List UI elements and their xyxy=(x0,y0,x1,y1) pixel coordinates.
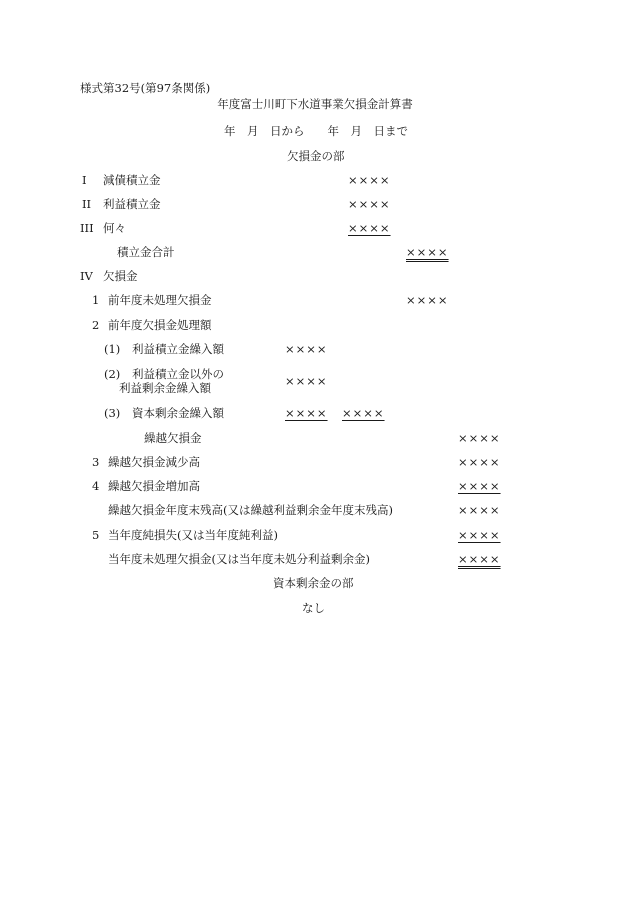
net-loss-value: ×××× xyxy=(458,528,501,542)
reserve-label: 何々 xyxy=(103,221,126,235)
decrease-value: ×××× xyxy=(458,455,501,469)
reserve-value: ×××× xyxy=(348,221,391,235)
current-unprocessed-label: 当年度未処理欠損金(又は当年度未処分利益剰余金) xyxy=(108,552,370,566)
prior-processing-label: 前年度欠損金処理額 xyxy=(108,318,212,332)
sub-item-label-line2: 利益剰余金繰入額 xyxy=(119,381,211,395)
sub-item-label: 資本剰余金繰入額 xyxy=(132,406,224,420)
reserve-label: 利益積立金 xyxy=(103,197,161,211)
capital-surplus-content: なし xyxy=(302,601,325,615)
processing-subtotal-value: ×××× xyxy=(342,406,385,420)
year-end-balance-label: 繰越欠損金年度末残高(又は繰越利益剰余金年度末残高) xyxy=(108,503,393,517)
form-number: 様式第32号(第97条関係) xyxy=(80,81,211,95)
increase-label: 繰越欠損金増加高 xyxy=(108,479,200,493)
reserves-total-value: ×××× xyxy=(406,245,449,259)
sub-item-value: ×××× xyxy=(285,374,328,388)
item-number: 3 xyxy=(92,455,100,469)
row-numeral: I xyxy=(82,173,87,187)
item-number: 1 xyxy=(92,293,100,307)
item-number: 4 xyxy=(92,479,100,493)
sub-item-number: (3) xyxy=(104,406,121,420)
prior-unprocessed-label: 前年度未処理欠損金 xyxy=(108,293,212,307)
reserve-value: ×××× xyxy=(348,173,391,187)
sub-item-number: (2) xyxy=(104,367,121,381)
reserve-label: 減債積立金 xyxy=(103,173,161,187)
document-title: 年度富士川町下水道事業欠損金計算書 xyxy=(217,97,413,111)
carried-forward-value: ×××× xyxy=(458,431,501,445)
period-range: 年 月 日から 年 月 日まで xyxy=(224,124,408,138)
deficit-section-heading: 欠損金の部 xyxy=(287,149,345,163)
item-number: 5 xyxy=(92,528,100,542)
sub-item-value: ×××× xyxy=(285,342,328,356)
increase-value: ×××× xyxy=(458,479,501,493)
sub-item-value: ×××× xyxy=(285,406,328,420)
sub-item-number: (1) xyxy=(104,342,121,356)
deficit-label: 欠損金 xyxy=(103,269,138,283)
reserves-total-label: 積立金合計 xyxy=(117,245,175,259)
row-numeral: IV xyxy=(80,269,93,283)
net-loss-label: 当年度純損失(又は当年度純利益) xyxy=(108,528,278,542)
sub-item-label-line1: 利益積立金以外の xyxy=(132,367,224,381)
capital-surplus-heading: 資本剰余金の部 xyxy=(273,576,354,590)
row-numeral: II xyxy=(82,197,92,211)
sub-item-label: 利益積立金繰入額 xyxy=(132,342,224,356)
reserve-value: ×××× xyxy=(348,197,391,211)
item-number: 2 xyxy=(92,318,100,332)
carried-forward-label: 繰越欠損金 xyxy=(144,431,202,445)
current-unprocessed-value: ×××× xyxy=(458,552,501,566)
year-end-balance-value: ×××× xyxy=(458,503,501,517)
prior-unprocessed-value: ×××× xyxy=(406,293,449,307)
decrease-label: 繰越欠損金減少高 xyxy=(108,455,200,469)
row-numeral: III xyxy=(80,221,94,235)
